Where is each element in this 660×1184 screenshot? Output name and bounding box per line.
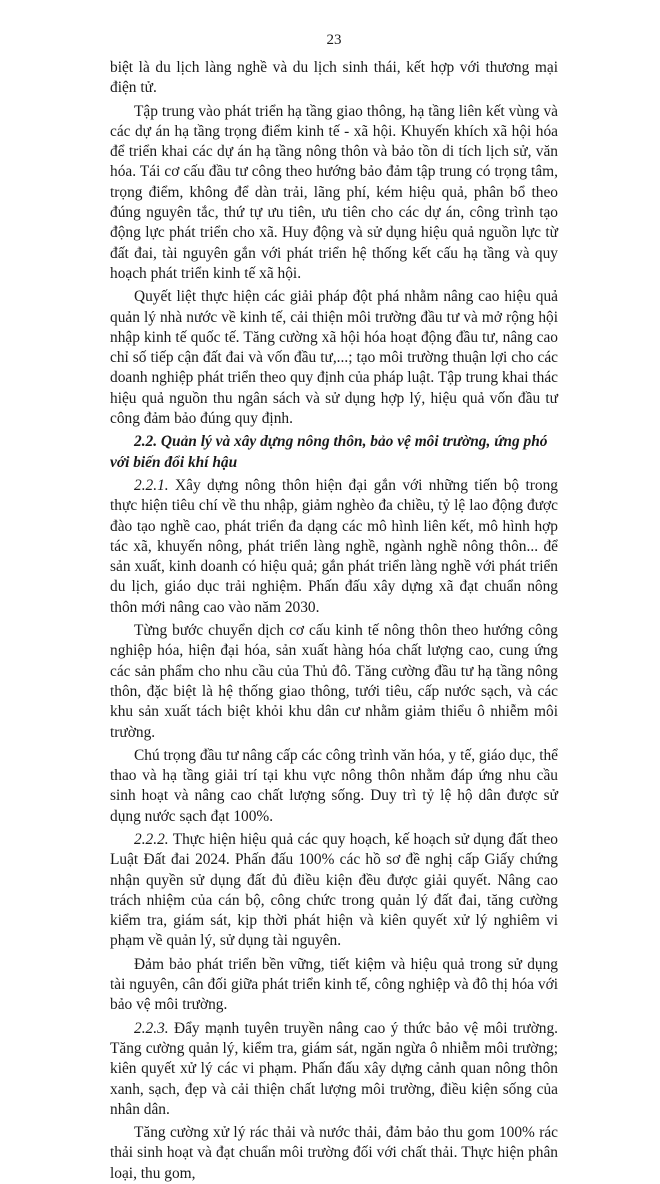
paragraph-rural-facilities: Chú trọng đầu tư nâng cấp các công trình văn hóa, y tế, giáo dục, thể thao và hạ tầng giải trí tại khu vực nông thôn nhằm đáp ứng nhu cầu sinh hoạt và nâng cao chất lượng sống. Duy trì tỷ lệ hộ dân được sử dụng nước sạch đạt 100%. bbox=[110, 746, 558, 825]
paragraph-2-2-3-text: Đẩy mạnh tuyên truyền nâng cao ý thức bảo vệ môi trường. Tăng cường quản lý, kiểm tra, giám sát, ngăn ngừa ô nhiễm môi trường; kiên quyết xử lý các vi phạm. Phấn đấu xây dựng cảnh quan nông thôn xanh, sạch, đẹp và cải thiện chất lượng môi trường, điều kiện sống của nhân dân. bbox=[110, 1019, 558, 1118]
paragraph-2-2-1-text: Xây dựng nông thôn hiện đại gắn với những tiến bộ trong thực hiện tiêu chí về thu nhập, giảm nghèo đa chiều, tỷ lệ lao động được đào tạo nghề cao, phát triển đa dạng các mô hình liên kết, mô hình hợp tác xã, khuyến nông, phát triển làng nghề, ngành nghề nông thôn... để sản xuất, kinh doanh có hiệu quả; gắn phát triển làng nghề với phát triển du lịch, giáo dục trải nghiệm. Phấn đấu xây dựng xã đạt chuẩn nông thôn mới nâng cao vào năm 2030. bbox=[110, 476, 558, 616]
paragraph-infrastructure: Tập trung vào phát triển hạ tầng giao thông, hạ tầng liên kết vùng và các dự án hạ tầng trọng điểm kinh tế - xã hội. Khuyến khích xã hội hóa để triển khai các dự án hạ tầng nông thôn và bảo tồn di tích lịch sử, văn hóa. Tái cơ cấu đầu tư công theo hướng bảo đảm tập trung có trọng tâm, trọng điểm, không để dàn trải, lãng phí, kém hiệu quả, phân bổ theo đúng nguyên tắc, thứ tự ưu tiên, ưu tiên cho các dự án, công trình tạo động lực phát triển cho xã. Huy động và sử dụng hiệu quả nguồn lực từ đất đai, tài nguyên gắn với phát triển hệ thống kết cấu hạ tầng và quy hoạch phát triển kinh tế xã hội. bbox=[110, 102, 558, 282]
section-heading-2-2: 2.2. Quản lý và xây dựng nông thôn, bảo vệ môi trường, ứng phó với biến đổi khí hậu bbox=[110, 433, 548, 471]
section-number-2-2-3: 2.2.3. bbox=[134, 1019, 169, 1037]
section-number-2-2-2: 2.2.2. bbox=[134, 830, 169, 848]
section-number-2-2-1: 2.2.1. bbox=[134, 476, 169, 494]
paragraph-2-2-2-text: Thực hiện hiệu quả các quy hoạch, kế hoạch sử dụng đất theo Luật Đất đai 2024. Phấn đấu 100% các hồ sơ đề nghị cấp Giấy chứng nhận quyền sử dụng đất đủ điều kiện đều được giải quyết. Nâng cao trách nhiệm của cán bộ, công chức trong quản lý đất đai, tăng cường kiểm tra, giám sát, kịp thời phát hiện và kiên quyết xử lý nghiêm vi phạm về quản lý, sử dụng tài nguyên. bbox=[110, 830, 558, 950]
paragraph-2-2-3 bbox=[110, 1019, 558, 1120]
paragraph-2-2-1 bbox=[110, 476, 558, 618]
paragraph-sustainable-development: Đảm bảo phát triển bền vững, tiết kiệm và hiệu quả trong sử dụng tài nguyên, cân đối giữa phát triển kinh tế, công nghiệp và đô thị hóa với bảo vệ môi trường. bbox=[110, 955, 558, 1014]
page-number: 23 bbox=[326, 32, 342, 48]
paragraph-waste-treatment: Tăng cường xử lý rác thải và nước thải, đảm bảo thu gom 100% rác thải sinh hoạt và đạt chuẩn môi trường đối với chất thải. Thực hiện phân loại, thu gom, bbox=[110, 1124, 558, 1182]
paragraph-continuation: biệt là du lịch làng nghề và du lịch sinh thái, kết hợp với thương mại điện tử. bbox=[110, 59, 558, 97]
paragraph-2-2-2 bbox=[110, 830, 558, 952]
paragraph-state-management: Quyết liệt thực hiện các giải pháp đột phá nhằm nâng cao hiệu quả quản lý nhà nước về kinh tế, cải thiện môi trường đầu tư và mở rộng hội nhập kinh tế quốc tế. Tăng cường xã hội hóa hoạt động đầu tư, nâng cao chỉ số tiếp cận đất đai và vốn đầu tư,...; tạo môi trường thuận lợi cho các doanh nghiệp phát triển theo quy định của pháp luật. Tập trung khai thác hiệu quả nguồn thu ngân sách và sử dụng hợp lý, hiệu quả vốn đầu tư công đảm bảo đúng quy định. bbox=[110, 288, 558, 428]
paragraph-rural-economy: Từng bước chuyển dịch cơ cấu kinh tế nông thôn theo hướng công nghiệp hóa, hiện đại hóa, sản xuất hàng hóa chất lượng cao, cung ứng các sản phẩm cho nhu cầu của Thủ đô. Tăng cường đầu tư hạ tầng nông thôn, đặc biệt là hệ thống giao thông, tưới tiêu, cấp nước sạch, và các khu sản xuất tách biệt khỏi khu dân cư nhằm giảm thiểu ô nhiễm môi trường. bbox=[110, 622, 558, 741]
